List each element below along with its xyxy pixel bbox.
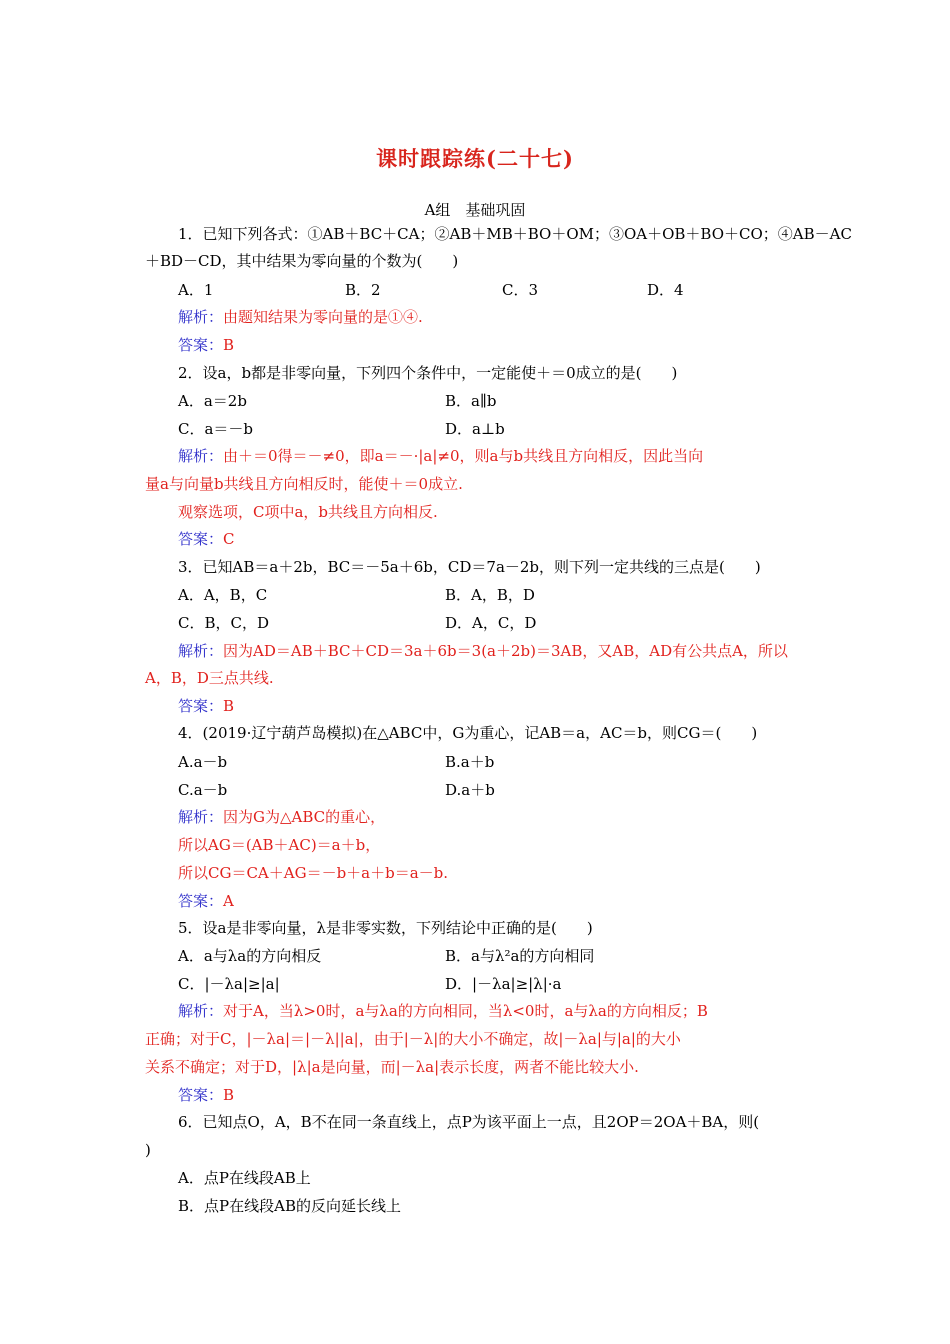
q1-option-c: C．3 [502, 281, 539, 299]
q3-analysis-cont: A，B，D三点共线. [145, 669, 274, 687]
page-title: 课时跟踪练(二十七) [376, 146, 574, 171]
analysis-text: 因为AD＝AB＋BC＋CD＝3a＋6b＝3(a＋2b)＝3AB，又AB，AD有公共点A，所以 [223, 642, 788, 660]
q2-option-c: C．a＝－b [178, 420, 254, 438]
q2-answer [178, 529, 235, 549]
analysis-text: 因为G为△ABC的重心， [223, 808, 386, 826]
q2-option-b: B．a∥b [445, 392, 497, 410]
q3-option-b: B．A，B，D [445, 586, 535, 604]
q5-option-d: D．|－λa|≥|λ|·a [445, 975, 562, 993]
q2-analysis [178, 446, 703, 466]
q3-option-d: D．A，C，D [445, 614, 537, 632]
q5-option-a: A．a与λa的方向相反 [178, 947, 322, 965]
answer-value: C [223, 530, 235, 548]
q4-option-b: B.a＋b [445, 753, 495, 771]
q1-analysis [178, 307, 423, 327]
q6-stem: 6．已知点O，A，B不在同一条直线上，点P为该平面上一点，且2OP＝2OA＋BA，则( [178, 1113, 760, 1131]
q5-analysis [178, 1001, 708, 1021]
q3-analysis [178, 641, 788, 661]
q4-analysis-step2: 所以CG＝CA＋AG＝－b＋a＋b＝a－b. [178, 864, 449, 882]
q3-option-a: A．A，B，C [178, 586, 268, 604]
answer-label: 答案： [178, 530, 224, 548]
q5-stem: 5．设a是非零向量，λ是非零实数，下列结论中正确的是( ) [178, 919, 593, 937]
section-heading: A组 基础巩固 [424, 201, 526, 219]
answer-value: B [223, 1086, 235, 1104]
q4-option-c: C.a－b [178, 781, 228, 799]
q5-answer [178, 1085, 234, 1105]
q6-stem-cont: ) [145, 1141, 151, 1159]
q5-analysis-cont: 正确；对于C，|－λa|＝|－λ||a|，由于|－λ|的大小不确定，故|－λa|与|a|的大小 [145, 1030, 681, 1048]
q1-stem: 1．已知下列各式：①AB＋BC＋CA；②AB＋MB＋BO＋OM；③OA＋OB＋BO＋CO；④AB－AC [178, 225, 852, 243]
answer-label: 答案： [178, 1086, 224, 1104]
analysis-label: 解析： [178, 642, 224, 660]
q5-option-b: B．a与λ²a的方向相同 [445, 947, 595, 965]
q4-stem: 4．(2019·辽宁葫芦岛模拟)在△ABC中，G为重心，记AB＝a，AC＝b，则CG＝( ) [178, 724, 758, 742]
q2-stem: 2．设a，b都是非零向量，下列四个条件中，一定能使＋＝0成立的是( ) [178, 364, 678, 382]
q6-option-a: A．点P在线段AB上 [178, 1169, 311, 1187]
answer-value: B [223, 336, 235, 354]
answer-label: 答案： [178, 336, 224, 354]
q2-analysis-cont: 量a与向量b共线且方向相反时，能使＋＝0成立. [145, 475, 463, 493]
q1-option-d: D．4 [647, 281, 684, 299]
answer-value: B [223, 697, 235, 715]
q2-option-a: A．a＝2b [178, 392, 247, 410]
q4-option-d: D.a＋b [445, 781, 495, 799]
answer-label: 答案： [178, 892, 224, 910]
analysis-label: 解析： [178, 1002, 224, 1020]
q2-option-d: D．a⊥b [445, 420, 505, 438]
analysis-label: 解析： [178, 308, 224, 326]
q5-option-c: C．|－λa|≥|a| [178, 975, 280, 993]
q4-analysis-step1: 所以AG＝(AB＋AC)＝a＋b， [178, 836, 381, 854]
q1-option-b: B．2 [345, 281, 381, 299]
q4-option-a: A.a－b [178, 753, 228, 771]
q1-answer [178, 335, 234, 355]
answer-value: A [223, 892, 234, 910]
q4-analysis [178, 807, 385, 827]
analysis-label: 解析： [178, 447, 224, 465]
analysis-text: 对于A，当λ>0时，a与λa的方向相同，当λ<0时，a与λa的方向相反；B [223, 1002, 708, 1020]
analysis-label: 解析： [178, 808, 224, 826]
q3-option-c: C．B，C，D [178, 614, 270, 632]
q3-stem: 3．已知AB＝a＋2b，BC＝－5a＋6b，CD＝7a－2b，则下列一定共线的三点是( ) [178, 558, 761, 576]
analysis-text: 由题知结果为零向量的是①④. [223, 308, 423, 326]
q5-analysis-cont2: 关系不确定；对于D，|λ|a是向量，而|－λa|表示长度，两者不能比较大小. [145, 1058, 639, 1076]
q6-option-b: B．点P在线段AB的反向延长线上 [178, 1197, 401, 1215]
analysis-text: 由＋＝0得＝－≠0，即a＝－·|a|≠0，则a与b共线且方向相反，因此当向 [223, 447, 704, 465]
q1-stem-cont: ＋BD－CD，其中结果为零向量的个数为( ) [145, 252, 459, 270]
answer-label: 答案： [178, 697, 224, 715]
q2-analysis-note: 观察选项，C项中a，b共线且方向相反. [178, 503, 438, 521]
q4-answer [178, 891, 234, 911]
q3-answer [178, 696, 234, 716]
q1-option-a: A．1 [178, 281, 214, 299]
